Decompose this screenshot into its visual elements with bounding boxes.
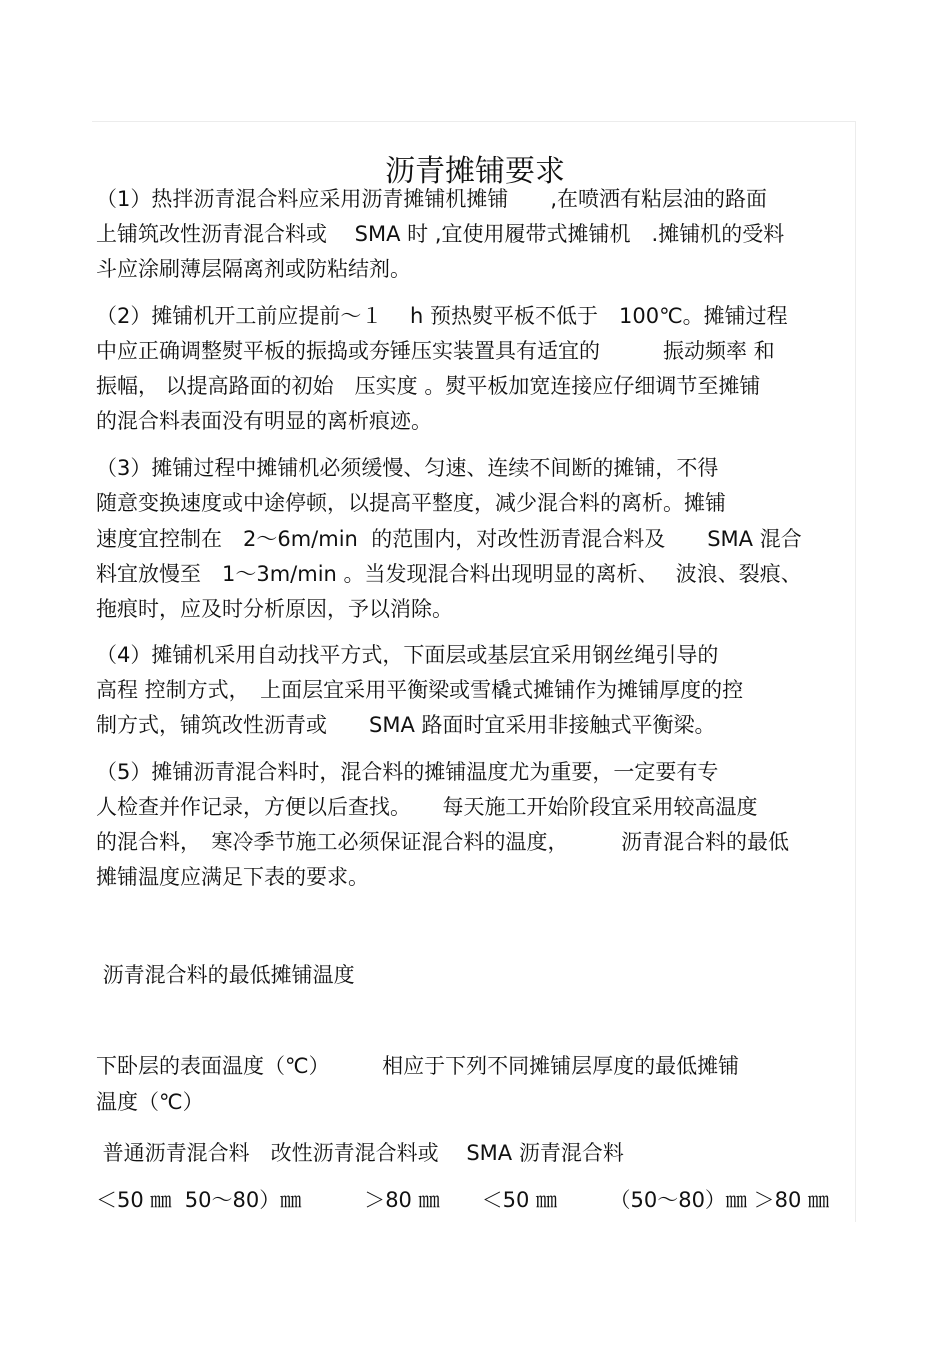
text-line: （2）摊铺机开工前应提前～１ h 预热熨平板不低于 100℃。摊铺过程 [96,304,788,328]
text-line: 的混合料表面没有明显的离析痕迹。 [96,409,432,433]
table-header-text: 温度（℃） [96,1090,204,1114]
text-line: 人检查并作记录，方便以后查找。 每天施工开始阶段宜采用较高温度 [96,795,758,819]
table-header-text: 普通沥青混合料 改性沥青混合料或 SMA 沥青混合料 [96,1141,624,1165]
text-line: 振幅， 以提高路面的初始 压实度 。熨平板加宽连接应仔细调节至摊铺 [96,374,761,398]
text-line: 高程 控制方式， 上面层宜采用平衡梁或雪橇式摊铺作为摊铺厚度的控 [96,678,744,702]
table-header-text: 下卧层的表面温度（℃） 相应于下列不同摊铺层厚度的最低摊铺 [96,1054,740,1078]
page-title: 沥青摊铺要求 [385,154,565,190]
text-line: 随意变换速度或中途停顿，以提高平整度，减少混合料的离析。摊铺 [96,491,726,515]
table-header-text: ＜50 ㎜ 50～80）㎜ ＞80 ㎜ ＜50 ㎜ （50～80）㎜ ＞80 ㎜ [96,1188,829,1212]
text-line: 的混合料， 寒冷季节施工必须保证混合料的温度， 沥青混合料的最低 [96,830,789,854]
text-line: 中应正确调整熨平板的振捣或夯锤压实装置具有适宜的 振动频率 和 [96,339,775,363]
text-line: 制方式，铺筑改性沥青或 SMA 路面时宜采用非接触式平衡梁。 [96,713,716,737]
text-line: 料宜放慢至 1～3m/min 。当发现混合料出现明显的离析、 波浪、裂痕、 [96,562,802,586]
text-line: 斗应涂刷薄层隔离剂或防粘结剂。 [96,257,411,281]
text-line: 速度宜控制在 2～6m/min 的范围内，对改性沥青混合料及 SMA 混合 [96,527,802,551]
text-line: 拖痕时，应及时分析原因，予以消除。 [96,597,453,621]
text-line: 摊铺温度应满足下表的要求。 [96,865,369,889]
table-caption: 沥青混合料的最低摊铺温度 [96,963,355,987]
text-line: （5）摊铺沥青混合料时，混合料的摊铺温度尤为重要，一定要有专 [96,760,719,784]
text-line: （3）摊铺过程中摊铺机必须缓慢、匀速、连续不间断的摊铺，不得 [96,456,719,480]
text-line: （1）热拌沥青混合料应采用沥青摊铺机摊铺 ,在喷洒有粘层油的路面 [96,187,768,211]
text-line: （4）摊铺机采用自动找平方式，下面层或基层宜采用钢丝绳引导的 [96,643,719,667]
text-line: 上铺筑改性沥青混合料或 SMA 时 ,宜使用履带式摊铺机 .摊铺机的受料 [96,222,785,246]
